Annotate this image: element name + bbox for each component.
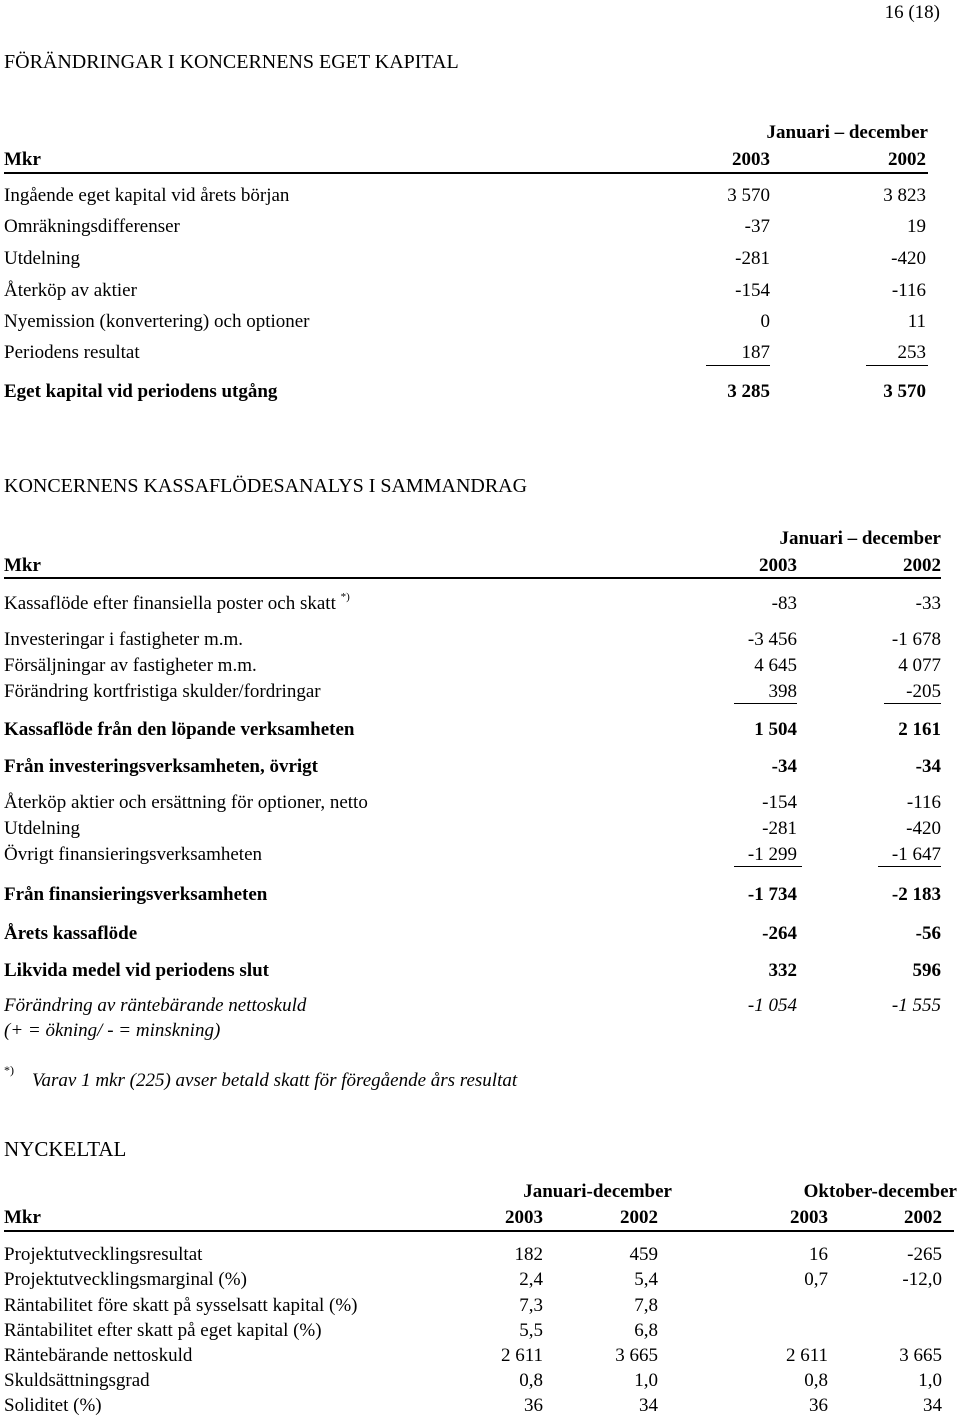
equity-col-2002: 2002 bbox=[888, 149, 926, 170]
cashflow-row-2003: -154 bbox=[762, 792, 797, 813]
keyfigures-cell: -265 bbox=[907, 1244, 942, 1265]
footnote-mark: *) bbox=[4, 1063, 14, 1077]
keyfigures-row-label: Projektutvecklingsmarginal (%) bbox=[4, 1269, 247, 1290]
keyfigures-cell: 3 665 bbox=[615, 1345, 658, 1366]
cashflow-row-2003: 1 504 bbox=[754, 719, 797, 740]
page-number: 16 (18) bbox=[884, 2, 940, 23]
keyfigures-cell: 34 bbox=[639, 1395, 658, 1416]
cashflow-row-label: Från investeringsverksamheten, övrigt bbox=[4, 756, 318, 777]
cashflow-row-2003: -264 bbox=[762, 923, 797, 944]
cashflow-row-label: Investeringar i fastigheter m.m. bbox=[4, 629, 244, 650]
keyfigures-cell: 0,7 bbox=[804, 1269, 828, 1290]
cashflow-period: Januari – december bbox=[779, 528, 941, 549]
net-debt-note: (+ = ökning/ - = minskning) bbox=[4, 1020, 221, 1041]
cashflow-row-2002: -34 bbox=[915, 756, 941, 777]
cashflow-row-2002: -2 183 bbox=[891, 884, 941, 905]
keyfigures-title: NYCKELTAL bbox=[4, 1137, 127, 1161]
cashflow-row-label: Likvida medel vid periodens slut bbox=[4, 960, 269, 981]
keyfigures-cell: 459 bbox=[629, 1244, 658, 1265]
equity-row-2002: -116 bbox=[891, 280, 926, 301]
cashflow-row-label: Försäljningar av fastigheter m.m. bbox=[4, 655, 257, 676]
equity-subtotal-rule bbox=[866, 365, 928, 366]
equity-row-2002: -420 bbox=[891, 248, 926, 269]
keyfigures-cell: 36 bbox=[809, 1395, 828, 1416]
equity-row-label: Ingående eget kapital vid årets början bbox=[4, 185, 290, 206]
footnote-text: Varav 1 mkr (225) avser betald skatt för föregående års resultat bbox=[32, 1070, 518, 1091]
keyfigures-row-label: Skuldsättningsgrad bbox=[4, 1370, 150, 1391]
cashflow-row-2002: 4 077 bbox=[898, 655, 941, 676]
keyfigures-cell: 1,0 bbox=[634, 1370, 658, 1391]
cashflow-row-2003: -34 bbox=[771, 756, 797, 777]
cashflow-row-label: Övrigt finansieringsverksamheten bbox=[4, 844, 263, 865]
equity-row-2003: 0 bbox=[760, 311, 770, 332]
cashflow-row-2003: 4 645 bbox=[754, 655, 797, 676]
equity-row-label: Periodens resultat bbox=[4, 342, 140, 363]
keyfigures-row-label: Räntabilitet efter skatt på eget kapital (%) bbox=[4, 1320, 322, 1341]
keyfigures-row-label: Räntabilitet före skatt på sysselsatt kapital (%) bbox=[4, 1295, 358, 1316]
cashflow-row-label: Kassaflöde från den löpande verksamheten bbox=[4, 719, 355, 740]
keyfigures-cell: 3 665 bbox=[899, 1345, 942, 1366]
cashflow-row-2002: -1 647 bbox=[891, 844, 941, 865]
keyfigures-cell: 1,0 bbox=[918, 1370, 942, 1391]
cashflow-row-2002: -56 bbox=[915, 923, 941, 944]
cashflow-subtotal-rule bbox=[734, 703, 797, 704]
cashflow-col-2003: 2003 bbox=[759, 555, 797, 576]
cashflow-subtotal-rule bbox=[878, 866, 941, 867]
keyfigures-cell: 16 bbox=[809, 1244, 828, 1265]
cashflow-row-2003: -1 734 bbox=[747, 884, 797, 905]
keyfigures-group-1: Januari-december bbox=[523, 1181, 672, 1202]
keyfigures-unit: Mkr bbox=[4, 1207, 41, 1228]
equity-row-2003: -154 bbox=[735, 280, 770, 301]
keyfigures-cell: 182 bbox=[514, 1244, 543, 1265]
equity-row-2003: 187 bbox=[741, 342, 770, 363]
cashflow-row-2002: 2 161 bbox=[898, 719, 941, 740]
cashflow-title: KONCERNENS KASSAFLÖDESANALYS I SAMMANDRAG bbox=[4, 475, 528, 497]
equity-header-rule bbox=[4, 172, 928, 174]
equity-row-2003: -37 bbox=[744, 216, 770, 237]
equity-row-2003: 3 570 bbox=[727, 185, 770, 206]
cashflow-row-2003: 398 bbox=[768, 681, 797, 702]
keyfigures-cell: 5,4 bbox=[634, 1269, 658, 1290]
cashflow-row-2003: -1 299 bbox=[747, 844, 797, 865]
cashflow-row-label: Förändring kortfristiga skulder/fordringar bbox=[4, 681, 321, 702]
cashflow-row-label: Återköp aktier och ersättning för optioner, netto bbox=[4, 792, 368, 813]
cashflow-row-2002: -205 bbox=[906, 681, 941, 702]
cashflow-row-label: Förändring av räntebärande nettoskuld bbox=[4, 995, 307, 1016]
keyfigures-cell: 6,8 bbox=[634, 1320, 658, 1341]
equity-period: Januari – december bbox=[766, 122, 928, 143]
cashflow-row-2002: -116 bbox=[906, 792, 941, 813]
equity-total-2002: 3 570 bbox=[883, 381, 926, 402]
keyfigures-row-label: Projektutvecklingsresultat bbox=[4, 1244, 203, 1265]
cashflow-row-2002: -1 555 bbox=[891, 995, 941, 1016]
equity-row-label: Omräkningsdifferenser bbox=[4, 216, 180, 237]
keyfigures-row-label: Soliditet (%) bbox=[4, 1395, 102, 1416]
keyfigures-cell: 5,5 bbox=[519, 1320, 543, 1341]
cashflow-unit: Mkr bbox=[4, 555, 41, 576]
keyfigures-year: 2002 bbox=[904, 1207, 942, 1228]
equity-total-2003: 3 285 bbox=[727, 381, 770, 402]
cashflow-row-2003: -1 054 bbox=[747, 995, 797, 1016]
keyfigures-cell: 34 bbox=[923, 1395, 942, 1416]
equity-col-2003: 2003 bbox=[732, 149, 770, 170]
cashflow-row-2002: -1 678 bbox=[891, 629, 941, 650]
keyfigures-cell: 36 bbox=[524, 1395, 543, 1416]
keyfigures-cell: -12,0 bbox=[902, 1269, 942, 1290]
equity-row-2002: 3 823 bbox=[883, 185, 926, 206]
equity-row-2002: 253 bbox=[897, 342, 926, 363]
equity-row-2002: 19 bbox=[907, 216, 926, 237]
keyfigures-year: 2003 bbox=[505, 1207, 543, 1228]
cashflow-subtotal-rule bbox=[884, 703, 941, 704]
cashflow-row-2002: -420 bbox=[906, 818, 941, 839]
keyfigures-cell: 0,8 bbox=[519, 1370, 543, 1391]
equity-total-label: Eget kapital vid periodens utgång bbox=[4, 381, 278, 402]
equity-row-label: Nyemission (konvertering) och optioner bbox=[4, 311, 310, 332]
equity-row-label: Återköp av aktier bbox=[4, 280, 137, 301]
equity-title: FÖRÄNDRINGAR I KONCERNENS EGET KAPITAL bbox=[4, 51, 459, 73]
equity-unit: Mkr bbox=[4, 149, 41, 170]
keyfigures-cell: 2 611 bbox=[785, 1345, 828, 1366]
keyfigures-cell: 7,3 bbox=[519, 1295, 543, 1316]
cashflow-row-2003: -83 bbox=[771, 593, 797, 614]
footnote-mark: *) bbox=[340, 591, 350, 603]
cashflow-row-2003: 332 bbox=[768, 960, 797, 981]
keyfigures-cell: 0,8 bbox=[804, 1370, 828, 1391]
equity-row-2002: 11 bbox=[907, 311, 926, 332]
cashflow-row-2002: 596 bbox=[912, 960, 941, 981]
cashflow-row-2002: -33 bbox=[915, 593, 941, 614]
cashflow-row-2003: -281 bbox=[762, 818, 797, 839]
keyfigures-group-2: Oktober-december bbox=[803, 1181, 957, 1202]
keyfigures-cell: 2,4 bbox=[519, 1269, 543, 1290]
keyfigures-header-rule bbox=[4, 1230, 954, 1232]
cashflow-row-label: Årets kassaflöde bbox=[4, 923, 138, 944]
cashflow-subtotal-rule bbox=[734, 866, 802, 867]
keyfigures-year: 2003 bbox=[790, 1207, 828, 1228]
cashflow-row-label: Utdelning bbox=[4, 818, 80, 839]
equity-subtotal-rule bbox=[706, 365, 770, 366]
cashflow-row-label: Kassaflöde efter finansiella poster och skatt *) bbox=[4, 591, 350, 614]
equity-row-label: Utdelning bbox=[4, 248, 80, 269]
keyfigures-cell: 7,8 bbox=[634, 1295, 658, 1316]
keyfigures-cell: 2 611 bbox=[500, 1345, 543, 1366]
cashflow-col-2002: 2002 bbox=[903, 555, 941, 576]
keyfigures-row-label: Räntebärande nettoskuld bbox=[4, 1345, 193, 1366]
cashflow-row-2003: -3 456 bbox=[747, 629, 797, 650]
cashflow-header-rule bbox=[4, 577, 941, 579]
cashflow-row-label: Från finansieringsverksamheten bbox=[4, 884, 268, 905]
equity-row-2003: -281 bbox=[735, 248, 770, 269]
keyfigures-year: 2002 bbox=[620, 1207, 658, 1228]
